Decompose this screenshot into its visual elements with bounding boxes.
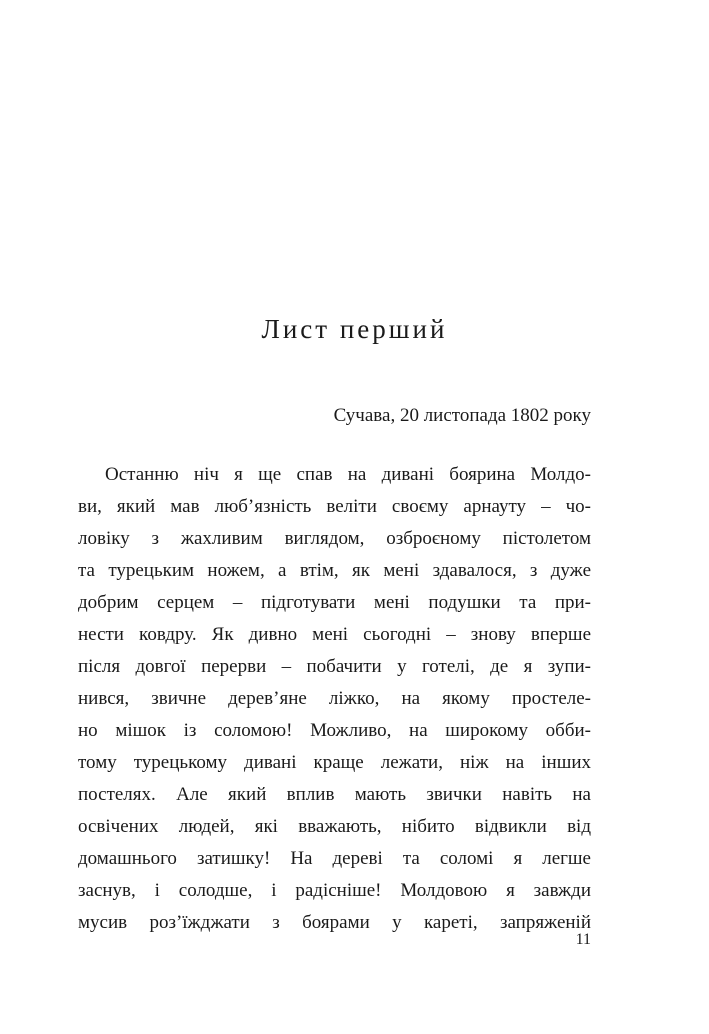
text-line: та турецьким ножем, а втім, як мені здавалося, з дуже	[78, 560, 591, 581]
chapter-title: Лист перший	[261, 314, 448, 344]
text-line: заснув, і солодше, і радісніше! Молдовою я завжди	[78, 880, 591, 901]
text-line: домашнього затишку! На дереві та соломі я легше	[78, 848, 591, 869]
text-line: після довгої перерви – побачити у готелі, де я зупи-	[78, 656, 591, 677]
text-line: мусив роз’їжджати з боярами у кареті, запряженій	[78, 912, 591, 933]
text-line: нився, звичне дерев’яне ліжко, на якому простеле-	[78, 688, 591, 709]
page-number: 11	[575, 931, 591, 948]
text-line: Останню ніч я ще спав на дивані боярина Молдо-	[105, 464, 591, 485]
text-line: освічених людей, які вважають, нібито відвикли від	[78, 816, 591, 837]
text-line: ви, який мав люб’язність веліти своєму арнауту – чо-	[78, 496, 591, 517]
dateline: Сучава, 20 листопада 1802 року	[333, 405, 591, 426]
body-text	[78, 459, 591, 939]
text-line: добрим серцем – підготувати мені подушки та при-	[78, 592, 591, 613]
text-line: но мішок із соломою! Можливо, на широкому обби-	[78, 720, 591, 741]
text-line: нести ковдру. Як дивно мені сьогодні – знову вперше	[78, 624, 591, 645]
text-line: ловіку з жахливим виглядом, озброєному пістолетом	[78, 528, 591, 549]
text-line: тому турецькому дивані краще лежати, ніж на інших	[78, 752, 591, 773]
text-line: постелях. Але який вплив мають звички навіть на	[78, 784, 591, 805]
